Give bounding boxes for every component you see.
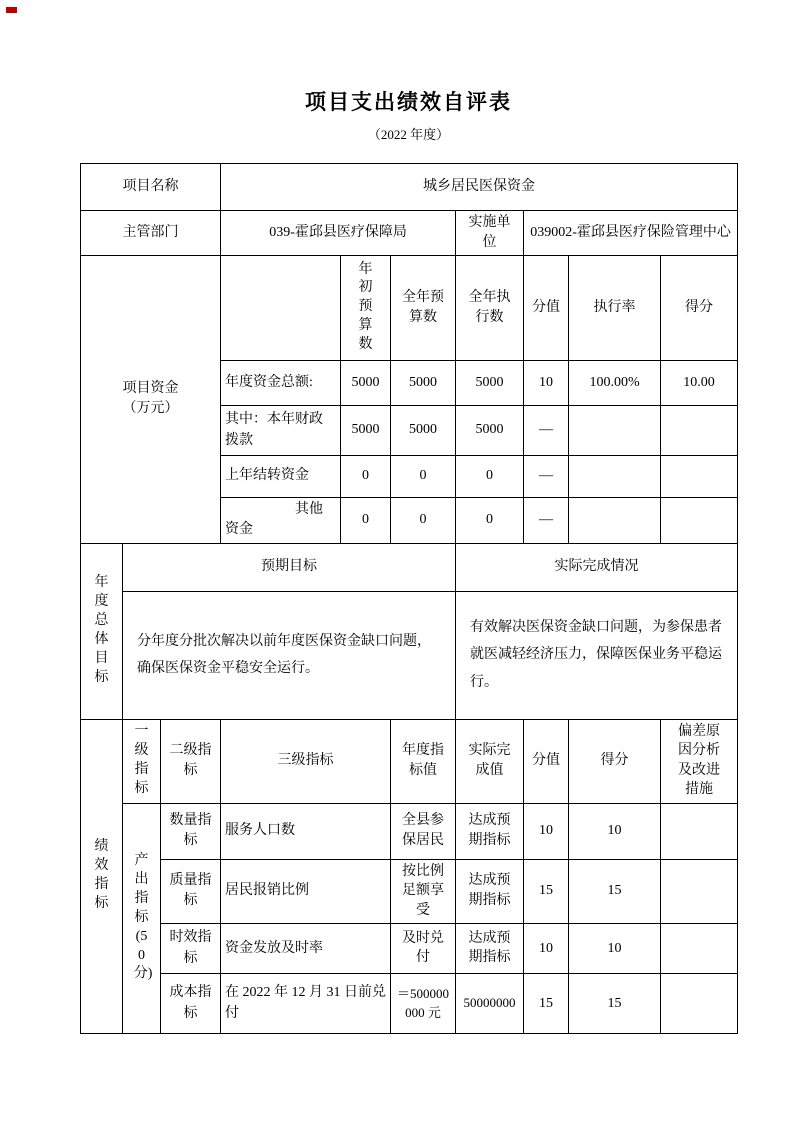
perf-row-cost — [81, 974, 738, 1034]
perf-level3: 服务人口数 — [221, 803, 391, 859]
goal-actual-text: 有效解决医保资金缺口问题，为参保患者就医减轻经济压力，保障医保业务平稳运行。 — [456, 591, 738, 719]
perf-score: 10 — [569, 803, 661, 859]
funds-header-weight: 分值 — [524, 256, 569, 361]
funds-header-rate: 执行率 — [569, 256, 661, 361]
perf-weight: 10 — [524, 924, 569, 974]
funds-rate — [569, 498, 661, 544]
perf-score: 10 — [569, 924, 661, 974]
funds-initial — [341, 456, 391, 498]
perf-level1-group — [123, 803, 161, 1033]
funds-budget: 0 — [391, 498, 456, 544]
funds-score: 10.00 — [661, 361, 738, 406]
perf-deviation — [661, 803, 738, 859]
funds-budget: 0 — [391, 456, 456, 498]
funds-header-score: 得分 — [661, 256, 738, 361]
row-perf-header — [81, 719, 738, 803]
perf-target-text: 按比例足额享受 — [402, 863, 445, 918]
funds-score — [661, 498, 738, 544]
perf-header-deviation — [661, 719, 738, 803]
corner-red-mark — [6, 7, 17, 13]
funds-row-label-header — [221, 256, 341, 361]
goal-expected-header: 预期目标 — [123, 543, 456, 591]
funds-row-label: 年度资金总额: — [221, 361, 341, 406]
row-goal-header — [81, 543, 738, 591]
perf-row-timeliness — [81, 924, 738, 974]
goal-section-label — [81, 543, 123, 719]
perf-target — [391, 859, 456, 923]
perf-header-actual-text: 实际完成值 — [468, 743, 511, 778]
funds-executed: 0 — [456, 456, 524, 498]
funds-header-executed — [456, 256, 524, 361]
funds-rate — [569, 456, 661, 498]
row-funds-header — [81, 256, 738, 361]
funds-initial-value: 0 — [362, 512, 370, 528]
perf-actual: 50000000 — [456, 974, 524, 1034]
perf-header-actual — [456, 719, 524, 803]
funds-weight: 10 — [524, 361, 569, 406]
row-project-name — [81, 164, 738, 211]
perf-level2: 时效指标 — [161, 924, 221, 974]
funds-score — [661, 406, 738, 456]
funds-row-label: 上年结转资金 — [221, 456, 341, 498]
funds-executed: 5000 — [456, 406, 524, 456]
funds-executed: 0 — [456, 498, 524, 544]
perf-target-text: 及时兑付 — [402, 930, 445, 966]
perf-section-label — [81, 719, 123, 1034]
funds-initial-value: 5000 — [351, 422, 380, 438]
funds-weight: — — [524, 406, 569, 456]
funds-header-budget — [391, 256, 456, 361]
project-name-value: 城乡居民医保资金 — [221, 164, 738, 211]
perf-row-quantity — [81, 803, 738, 859]
funds-initial — [341, 361, 391, 406]
funds-budget: 5000 — [391, 406, 456, 456]
perf-level1-group-text: 产出指标(50分) — [133, 853, 153, 982]
perf-level3: 资金发放及时率 — [221, 924, 391, 974]
impl-unit-label — [456, 211, 524, 256]
funds-initial — [341, 498, 391, 544]
perf-target-text: 全县参保居民 — [402, 813, 445, 848]
row-departments — [81, 211, 738, 256]
funds-section-label — [81, 256, 221, 544]
perf-header-score: 得分 — [569, 719, 661, 803]
perf-actual-text: 达成预期指标 — [468, 813, 511, 848]
funds-rate — [569, 406, 661, 456]
perf-target — [391, 924, 456, 974]
dept-label: 主管部门 — [81, 211, 221, 256]
dept-value: 039-霍邱县医疗保障局 — [221, 211, 456, 256]
perf-actual — [456, 924, 524, 974]
perf-score: 15 — [569, 974, 661, 1034]
funds-weight: — — [524, 498, 569, 544]
impl-unit-value: 039002-霍邱县医疗保险管理中心 — [524, 211, 738, 256]
perf-header-level2: 二级指标 — [161, 719, 221, 803]
perf-header-deviation-text: 偏差原因分析及改进措施 — [678, 723, 721, 798]
perf-actual-text: 达成预期指标 — [468, 873, 511, 909]
goal-section-label-text: 年度总体目标 — [94, 575, 109, 685]
perf-level2: 成本指标 — [161, 974, 221, 1034]
project-name-label: 项目名称 — [81, 164, 221, 211]
perf-weight: 15 — [524, 974, 569, 1034]
perf-header-weight: 分值 — [524, 719, 569, 803]
perf-level2: 质量指标 — [161, 859, 221, 923]
perf-header-target — [391, 719, 456, 803]
funds-initial — [341, 406, 391, 456]
perf-weight: 15 — [524, 859, 569, 923]
funds-initial-value: 0 — [362, 468, 370, 484]
funds-header-initial-text: 年初预算数 — [358, 261, 373, 353]
funds-header-executed-text: 全年执行数 — [468, 290, 511, 325]
goal-actual-header: 实际完成情况 — [456, 543, 738, 591]
perf-deviation — [661, 974, 738, 1034]
goal-expected-text: 分年度分批次解决以前年度医保资金缺口问题，确保医保资金平稳安全运行。 — [123, 591, 456, 719]
perf-deviation — [661, 859, 738, 923]
funds-budget: 5000 — [391, 361, 456, 406]
perf-target — [391, 803, 456, 859]
funds-initial-value: 5000 — [351, 374, 380, 390]
row-goal-content — [81, 591, 738, 719]
funds-executed: 5000 — [456, 361, 524, 406]
perf-row-quality — [81, 859, 738, 923]
perf-section-label-text: 绩效指标 — [94, 839, 109, 912]
funds-header-initial — [341, 256, 391, 361]
perf-level2: 数量指标 — [161, 803, 221, 859]
perf-score: 15 — [569, 859, 661, 923]
perf-header-level3: 三级指标 — [221, 719, 391, 803]
perf-actual — [456, 803, 524, 859]
funds-score — [661, 456, 738, 498]
perf-actual — [456, 859, 524, 923]
funds-weight: — — [524, 456, 569, 498]
perf-level3: 居民报销比例 — [221, 859, 391, 923]
perf-level3: 在 2022 年 12 月 31 日前兑付 — [221, 974, 391, 1034]
funds-row-label: 其他资金 — [221, 498, 341, 544]
perf-deviation — [661, 924, 738, 974]
funds-section-label-text: 项目资金（万元） — [122, 381, 179, 417]
self-evaluation-table — [80, 163, 738, 1034]
perf-header-level1 — [123, 719, 161, 803]
perf-target: ＝500000000 元 — [391, 974, 456, 1034]
funds-rate: 100.00% — [569, 361, 661, 406]
perf-actual-text: 达成预期指标 — [468, 930, 511, 966]
perf-header-level1-text: 一级指标 — [134, 724, 149, 796]
perf-weight: 10 — [524, 803, 569, 859]
document-subtitle: （2022 年度） — [367, 127, 450, 142]
funds-header-budget-text: 全年预算数 — [402, 290, 445, 325]
perf-header-target-text: 年度指标值 — [402, 743, 445, 778]
impl-unit-label-text: 实施单位 — [468, 215, 511, 250]
funds-row-label: 其中：本年财政拨款 — [221, 406, 341, 456]
document-title: 项目支出绩效自评表 — [305, 90, 512, 114]
